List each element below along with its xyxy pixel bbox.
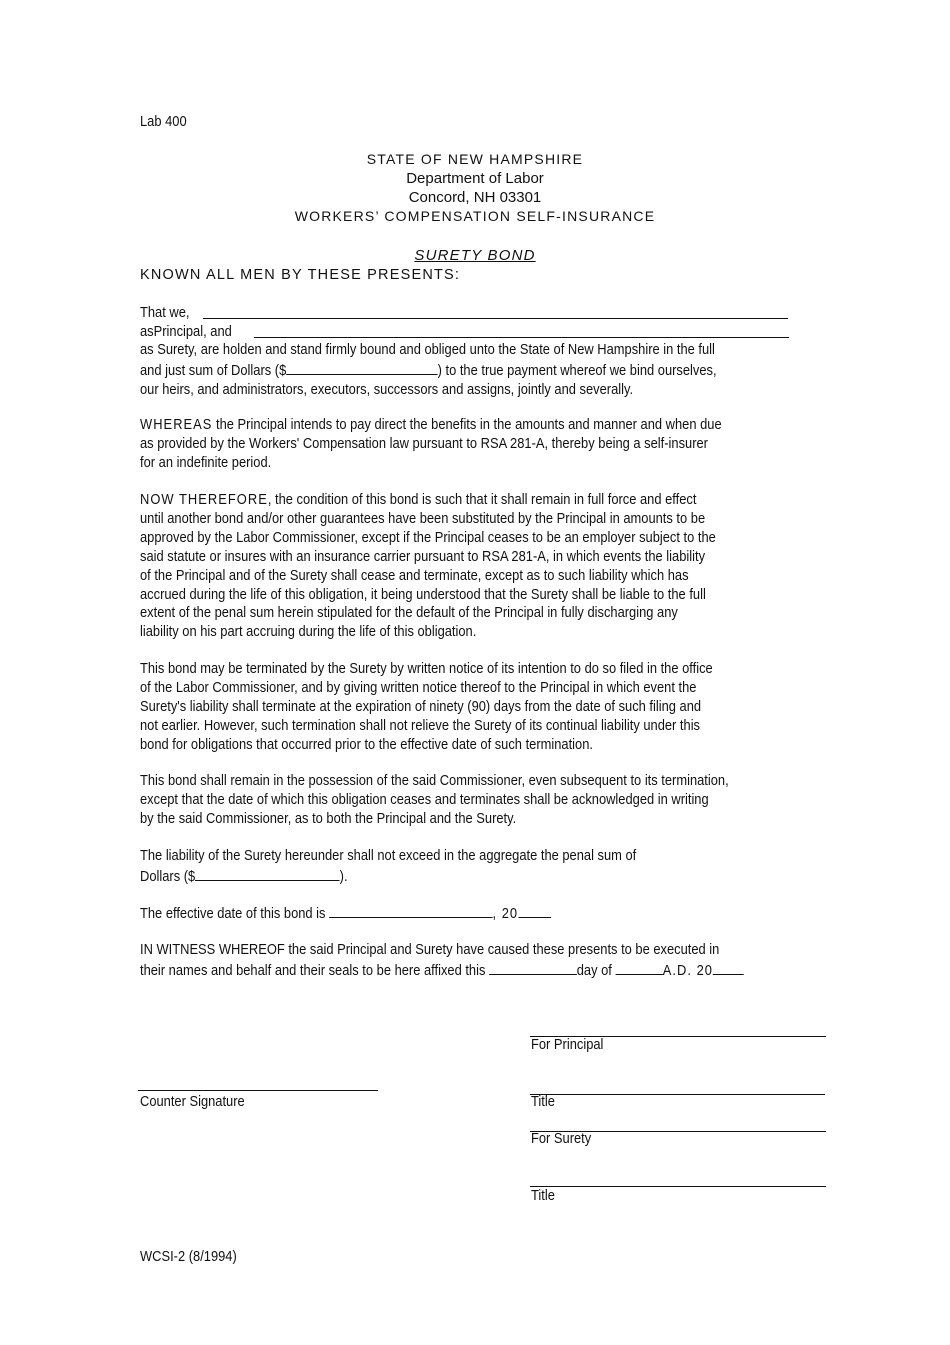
now-therefore-line: approved by the Labor Commissioner, except if the Principal ceases to be an employer subject to the xyxy=(140,528,716,546)
now-therefore-text: , the condition of this bond is such that it shall remain in full force and effect xyxy=(267,491,697,508)
whereas-paragraph xyxy=(140,416,819,473)
termination-line: Surety's liability shall terminate at the expiration of ninety (90) days from the date of such filing and xyxy=(140,697,702,715)
for-principal-label: For Principal xyxy=(531,1036,604,1053)
principal-name-label: That we, xyxy=(140,304,190,321)
now-therefore-line: of the Principal and of the Surety shall cease and terminate, except as to such liability which has xyxy=(140,566,689,584)
whereas-text: the Principal intends to pay direct the benefits in the amounts and manner and when due xyxy=(212,416,722,433)
parties-line xyxy=(140,360,819,381)
effective-date-label: The effective date of this bond is xyxy=(140,905,326,922)
effective-year-label: , 20 xyxy=(492,905,519,922)
ad-label: A.D. 20 xyxy=(662,961,714,979)
now-therefore-line xyxy=(140,491,819,510)
parties-line: as Surety, are holden and stand firmly bound and obliged unto the State of New Hampshire in the full xyxy=(140,341,715,358)
termination-line: bond for obligations that occurred prior to the effective date of such termination. xyxy=(140,735,593,753)
sum-suffix: ) to the true payment whereof we bind ourselves, xyxy=(437,361,717,379)
department-name: Department of Labor xyxy=(406,170,544,187)
penal-sum-field[interactable] xyxy=(195,866,339,881)
penal-sum-suffix: ). xyxy=(339,867,348,885)
now-therefore-paragraph xyxy=(140,491,819,642)
possession-line: This bond shall remain in the possession of the said Commissioner, even subsequent to its termination, xyxy=(140,772,729,789)
witness-line xyxy=(140,960,819,981)
termination-line: This bond may be terminated by the Surety by written notice of its intention to do so filed in the office xyxy=(140,660,713,677)
document-title: SURETY BOND xyxy=(414,247,536,264)
whereas-lead: WHEREAS xyxy=(140,416,213,433)
now-therefore-line: liability on his part accruing during the life of this obligation. xyxy=(140,623,477,641)
witness-year-field[interactable] xyxy=(713,960,744,975)
form-number: WCSI-2 (8/1994) xyxy=(140,1248,237,1265)
whereas-line xyxy=(140,416,819,435)
now-therefore-line: until another bond and/or other guarantees have been substituted by the Principal in amounts to be xyxy=(140,509,706,527)
termination-paragraph xyxy=(140,660,819,755)
effective-date-field[interactable] xyxy=(329,903,492,918)
principal-title-label: Title xyxy=(531,1093,555,1110)
witness-paragraph xyxy=(140,941,819,981)
possession-paragraph xyxy=(140,772,819,829)
sum-label: and just sum of Dollars ($ xyxy=(140,361,287,379)
for-surety-label: For Surety xyxy=(531,1130,592,1147)
possession-line: except that the date of which this obligation ceases and terminates shall be acknowledged in writing xyxy=(140,790,709,808)
effective-date-line xyxy=(140,903,819,924)
effective-date-paragraph xyxy=(140,903,819,924)
sum-amount-field[interactable] xyxy=(286,360,437,375)
effective-year-field[interactable] xyxy=(518,903,551,918)
witness-text: their names and behalf and their seals to be here affixed this xyxy=(140,961,486,979)
principal-name-field[interactable] xyxy=(203,318,788,319)
parties-paragraph xyxy=(140,341,819,400)
liability-line xyxy=(140,866,819,887)
surety-name-label: asPrincipal, and xyxy=(140,323,232,340)
intro-line: KNOWN ALL MEN BY THESE PRESENTS: xyxy=(140,267,461,283)
liability-line: The liability of the Surety hereunder shall not exceed in the aggregate the penal sum of xyxy=(140,847,637,864)
now-therefore-line: extent of the penal sum herein stipulated for the default of the Principal in fully discharging any xyxy=(140,604,678,622)
witness-day-field[interactable] xyxy=(489,960,577,975)
termination-line: not earlier. However, such termination shall not relieve the Surety of its continual liability under this xyxy=(140,716,701,734)
counter-signature-label: Counter Signature xyxy=(140,1093,245,1110)
witness-line: IN WITNESS WHEREOF the said Principal and Surety have caused these presents to be executed in xyxy=(140,941,720,958)
surety-title-label: Title xyxy=(531,1187,555,1204)
now-therefore-line: accrued during the life of this obligation, it being understood that the Surety shall be liable to the full xyxy=(140,585,706,603)
possession-line: by the said Commissioner, as to both the Principal and the Surety. xyxy=(140,809,517,827)
now-therefore-line: said statute or insures with an insurance carrier pursuant to RSA 281-A, in which events the liability xyxy=(140,547,706,565)
whereas-line: as provided by the Workers' Compensation law pursuant to RSA 281-A, thereby being a self-insurer xyxy=(140,434,708,452)
parties-line: our heirs, and administrators, executors, successors and assigns, jointly and severally. xyxy=(140,380,634,398)
program-name: WORKERS’ COMPENSATION SELF-INSURANCE xyxy=(294,208,656,224)
whereas-line: for an indefinite period. xyxy=(140,453,272,471)
liability-paragraph xyxy=(140,847,819,887)
termination-line: of the Labor Commissioner, and by giving written notice thereof to the Principal in which event the xyxy=(140,678,697,696)
department-address: Concord, NH 03301 xyxy=(408,189,542,206)
day-of-label: day of xyxy=(576,961,612,979)
witness-month-field[interactable] xyxy=(615,960,662,975)
principal-title-line[interactable] xyxy=(530,1094,825,1095)
counter-signature-line[interactable] xyxy=(138,1090,378,1091)
surety-name-field[interactable] xyxy=(254,337,789,338)
state-name: STATE OF NEW HAMPSHIRE xyxy=(366,151,584,167)
penal-sum-label: Dollars ($ xyxy=(140,867,196,885)
surety-title-line[interactable] xyxy=(530,1186,826,1187)
form-reference: Lab 400 xyxy=(140,113,187,130)
now-therefore-lead: NOW THEREFORE xyxy=(140,491,268,508)
